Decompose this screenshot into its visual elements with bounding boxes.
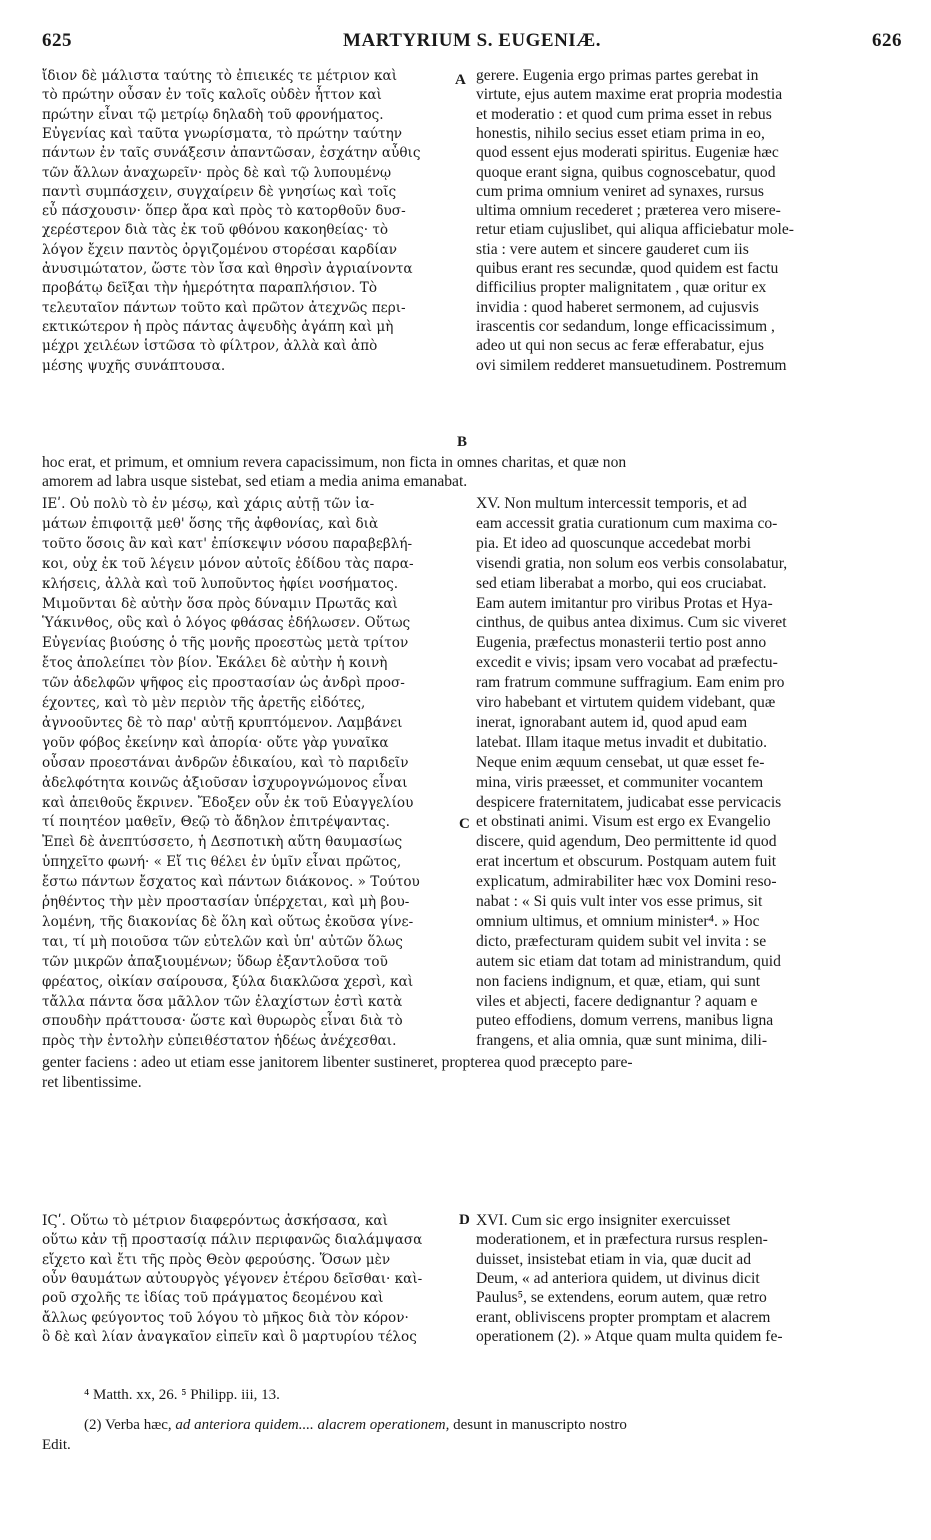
text-line: adeo ut qui non secus ac feræ efferabatur, ejus (476, 337, 764, 355)
text-line: μέχρι χειλέων ἱστῶσα τὸ φίλτρον, ἀλλὰ καὶ ἀπὸ (42, 338, 378, 355)
text-line: gerere. Eugenia ergo primas partes gerebat in (476, 67, 759, 84)
text-line: latebat. Illam itaque metus invadit et dubitatio. (476, 733, 768, 751)
text-line: discere, quid agendum, Deo permittente id quod (476, 833, 777, 851)
text-line: sed etiam liberabat a morbo, qui eos cruciabat. (476, 574, 767, 592)
text-line: et obstinati animi. Visum est ergo ex Evangelio (476, 813, 771, 831)
text-line: γοῦν φόβος ἐκείνην καὶ ἀπορία· οὔτε γὰρ γυναῖκα (42, 734, 389, 751)
text-line: οὕτω κἀν τῇ προστασίᾳ πάλιν περιφανῶς διαλάμψασα (42, 1232, 423, 1249)
text-line: Ὑάκινθος, οὓς καὶ ὁ λόγος φθάσας ἐδήλωσεν. Οὕτως (42, 615, 411, 632)
text-line: λόγον ἔχειν παντὸς ὀργιζομένου στορέσαι καρδίαν (42, 241, 398, 258)
text-line: ροῦ σχολῆς τε ἰδίας τοῦ πράγματος δεομένου καὶ (42, 1290, 384, 1307)
text-line: eam accessit gratia curationum cum maxima co- (476, 514, 778, 532)
text-line: ἔστω πάντων ἔσχατος καὶ πάντων διάκονος. » Τούτου (42, 874, 420, 891)
text-line: προβάτῳ δεῖξαι τὴν ἡμερότητα παραπλήσιον. Τὸ (42, 280, 378, 297)
text-line: ὑπηχεῖτο φωνή· « Εἴ τις θέλει ἐν ὑμῖν εἶναι πρῶτος, (42, 854, 402, 871)
text-line: Ἐπεὶ δὲ ἀνεπτύσσετο, ἡ Δεσποτικὴ αὕτη θαυμασίως (42, 834, 403, 851)
text-line: Εὐγενίας καὶ ταῦτα γνωρίσματα, τὸ πρώτην ταύτην (42, 125, 402, 142)
section-marker-d: D (459, 1212, 470, 1228)
running-title: MARTYRIUM S. EUGENIÆ. (343, 30, 601, 51)
text-line: irascentis cor sedandum, longe efficacissimum , (476, 317, 775, 335)
full-width-block-2 (42, 1053, 894, 1097)
editor-signature: Edit. (42, 1437, 71, 1453)
text-line: retur etiam cujuslibet, qui aliqua afficiebatur mole- (476, 221, 794, 239)
page-number-left: 625 (42, 30, 72, 51)
text-line: παντὶ συμπάσχειν, συγχαίρειν δὲ γνησίως καὶ τοῖς (42, 183, 397, 200)
text-line: et moderatio : et quod cum prima esset in rebus (476, 105, 772, 123)
text-line: οὖσαν προεστάναι ἀνδρῶν ἐδικαίου, καὶ τὸ παριδεῖν (42, 754, 409, 771)
greek-column-1 (42, 66, 450, 379)
text-line: τῶν μικρῶν ἀπαξιουμένων; ὕδωρ ἐξαντλοῦσα τοῦ (42, 953, 388, 970)
text-line: inerat, ignorabant autem id, quod apud eam (476, 713, 748, 731)
text-line: despicere fraternitatem, judicabat esse pervicacis (476, 793, 782, 811)
text-line: difficilius propter malignitatem , quæ oritur ex (476, 279, 767, 297)
text-line: excedit e vivis; ipsam vero vocabat ad præfectu- (476, 654, 778, 672)
footnote-references: ⁴ Matth. xx, 26. ⁵ Philipp. iii, 13. (84, 1387, 280, 1403)
text-line: τοῦτο ὅσοις ἂν καὶ κατ' ἐπίσκεψιν νόσου παραβεβλή- (42, 535, 413, 552)
text-line: erat incertum et obscurum. Postquam autem fuit (476, 853, 777, 871)
section-marker-c: C (459, 816, 470, 832)
text-line: σπουδὴν πράττουσα· ὥστε καὶ θυρωρὸς εἶναι διὰ τὸ (42, 1013, 403, 1030)
text-line: XVI. Cum sic ergo insigniter exercuisset (476, 1212, 731, 1229)
text-line: Deum, « ad anteriora quidem, ut divinus dicit (476, 1269, 760, 1287)
text-line: πρώτην εἶναι τῷ μετρίῳ δηλαδὴ τοῦ φρονήματος. (42, 106, 384, 123)
text-line: dicto, præfecturam quidem subit vel invita : se (476, 932, 767, 950)
text-line: έχοντες, καὶ τὸ μὲν περιὸν τῆς ἀρετῆς εἰδότες, (42, 695, 366, 711)
text-line: ῥηθέντος τὴν μὲν προστασίαν ὑπέρχεται, καὶ μὴ βου- (42, 894, 410, 910)
text-line: Paulus⁵, se extendens, eorum autem, quæ retro (476, 1289, 767, 1307)
text-line: mina, viris præesset, et communiter vocantem (476, 773, 764, 791)
text-line: cinthus, de quibus antea diximus. Cum sic viveret (476, 614, 787, 632)
greek-column-2 (42, 494, 450, 1055)
text-line: χερέστερον διὰ τὰς ἐκ τοῦ φθόνου κακοηθείας· τὸ (42, 222, 389, 239)
text-line: invidia : quod haberet sermonem, ad cujusvis (476, 298, 759, 316)
text-line: moderationem, et in præfectura rursus resplen- (476, 1231, 768, 1249)
text-line: Eam autem imitantur pro viribus Protas et Hya- (476, 594, 773, 612)
text-line: ἀνυσιμώτατον, ὥστε τὸν ἴσα καὶ θηρσὶν ἀγριαίνοντα (42, 261, 413, 277)
greek-column-3 (42, 1211, 450, 1350)
latin-column-2 (476, 494, 894, 1055)
text-line: erant, obliviscens propter promptam et alacrem (476, 1308, 771, 1326)
latin-column-1 (476, 66, 894, 379)
text-line: Neque enim æquum censebat, ut quæ esset fe- (476, 753, 765, 771)
text-line: ram fratrum commune suffragium. Eam enim pro (476, 674, 785, 692)
text-line: puteo effodiens, domum verrens, manibus ligna (476, 1012, 774, 1030)
text-line: τῶν ἄλλων ἀναχωρεῖν· πρὸς δὲ καὶ τῷ λυπουμένῳ (42, 164, 392, 181)
text-line: stia : vere autem et sincere gauderet cum iis (476, 240, 749, 258)
text-line: hoc erat, et primum, et omnium revera capacissimum, non ficta in omnes charitas, et quæ non (42, 454, 627, 471)
editor-note-tail: desunt in manuscripto nostro (453, 1417, 627, 1433)
text-line: quod essent ejus moderati spiritus. Eugeniæ hæc (476, 144, 779, 162)
text-line: πάντων ἐν ταῖς συνάξεσιν ἀπαντῶσαν, ἐσχάτην αὖθις (42, 145, 421, 162)
text-line: non faciens indignum, et quæ, etiam, qui sunt (476, 972, 761, 990)
text-line: quoque erant signa, quibus cognoscebatur, quod (476, 163, 776, 181)
editor-note-italic: ad anteriora quidem.... alacrem operationem, (175, 1417, 450, 1433)
text-line: εὖ πάσχουσιν· ὅπερ ἄρα καὶ πρὸς τὸ κατορθοῦν δυσ- (42, 203, 406, 220)
latin-column-3 (476, 1211, 894, 1350)
text-line: honestis, nihilo secius esset etiam prima in eo, (476, 124, 765, 142)
text-line: cum prima omnium veniret ad synaxes, rursus (476, 182, 764, 200)
text-line: virtute, ejus autem maxime erat propria modestia (476, 86, 783, 104)
text-line: ὃ δὲ καὶ λίαν ἀναγκαῖον εἰπεῖν καὶ ὃ μαρτυρίου τέλος (42, 1328, 417, 1345)
text-line: duisset, insistebat etiam in via, quæ ducit ad (476, 1250, 752, 1268)
text-line: Εὐγενίας βιούσης ὁ τῆς μονῆς προεστὼς μετὰ τρίτον (42, 635, 409, 652)
text-line: πρὸς τὴν ἐντολὴν εὐπειθέστατον ἡδέως ἀνέχεσθαι. (42, 1033, 397, 1050)
text-line: ovi similem redderet mansuetudinem. Postremum (476, 356, 787, 374)
text-line: τὸ πρώτην οὖσαν ἐν τοῖς καλοῖς οὐδὲν ἧττον καὶ (42, 87, 382, 104)
text-line: Eugenia, præfectus monasterii tertio post anno (476, 634, 767, 652)
text-line: τελευταῖον πάντων τοῦτο καὶ πρῶτον ἀτεχνῶς περι- (42, 299, 406, 316)
text-line: ἀδελφότητα κοινῶς ἀξιοῦσαν ἰσχυρογνώμονος εἶναι (42, 774, 408, 791)
text-line: ἔτος ἀπολείπει τὸν βίον. Ἐκάλει δὲ αὐτὴν ἡ κοινὴ (42, 655, 388, 672)
editor-note (84, 1415, 627, 1435)
text-line: ΙϚʹ. Οὕτω τὸ μέτριον διαφερόντως ἀσκήσασα, καὶ (42, 1213, 388, 1229)
section-marker-a: A (455, 72, 466, 88)
text-line: autem sic etiam dat totam ad ministrandum, quid (476, 952, 781, 970)
text-line: τἄλλα πάντα ὅσα μᾶλλον τῶν ἐλαχίστων ἐστὶ κατὰ (42, 993, 403, 1010)
text-line: τί ποιητέον μαθεῖν, Θεῷ τὸ ἄδηλον ἐπιτρέψαντας. (42, 814, 390, 831)
text-line: frangens, et alia omnia, quæ sunt minima, dili- (476, 1032, 768, 1050)
text-line: Μιμοῦνται δὲ αὐτὴν ὅσα πρὸς δύναμιν Πρωτᾶς καὶ (42, 595, 398, 612)
text-line: nabat : « Si quis vult inter vos esse primus, sit (476, 893, 763, 910)
text-line: φρέατος, οἰκίαν σαίρουσα, ξύλα διακλῶσα χερσὶ, καὶ (42, 973, 414, 990)
text-line: ultima omnium recederet ; præterea vero misere- (476, 202, 781, 220)
text-line: εκτικώτερον ἡ πρὸς πάντας ἀψευδὴς ἀγάπη καὶ μὴ (42, 318, 394, 335)
text-line: amorem ad labra usque sistebat, sed etiam a media anima emanabat. (42, 473, 468, 491)
text-line: ται, τί μὴ ποιοῦσα τῶν εὐτελῶν καὶ ὑπ' αὐτῶν ὅλως (42, 933, 403, 950)
text-line: τῶν ἀδελφῶν ψῆφος εἰς προστασίαν ὡς ἀνδρὶ προσ- (42, 675, 405, 692)
text-line: visendi gratia, non solum eos verbis consolabatur, (476, 554, 788, 572)
text-line: κλήσεις, ἀλλὰ καὶ τοῦ λυποῦντος ἠφίει νοσήματος. (42, 575, 399, 592)
text-line: ret libentissime. (42, 1074, 142, 1091)
text-line: κοι, οὐχ ἐκ τοῦ λέγειν μόνον αὐτοῖς ἐδίδου τὰς παρα- (42, 555, 414, 572)
text-line: pia. Et ideo ad quoscunque accedebat morbi (476, 534, 751, 552)
text-line: ἄλλως φεύγοντος τοῦ λόγου τὸ μῆκος διὰ τὸν κόρον· (42, 1309, 409, 1326)
text-line: operationem (2). » Atque quam multa quidem fe- (476, 1327, 783, 1345)
text-line: ἀγνοοῦντες δὲ τὸ παρ' αὐτῇ κρυπτόμενον. Λαμβάνει (42, 714, 403, 731)
text-line: omnium ultimus, et omnium minister⁴. » Hoc (476, 912, 760, 930)
running-header (42, 30, 902, 58)
text-line: genter faciens : adeo ut etiam esse janitorem libenter sustineret, propterea quod præcepto pare- (42, 1054, 633, 1071)
text-line: μέσης ψυχῆς συνάπτουσα. (42, 357, 226, 374)
text-line: ΙΕʹ. Οὐ πολὺ τὸ ἐν μέσῳ, καὶ χάρις αὐτῇ τῶν ἰα- (42, 496, 375, 512)
text-line: explicatum, admirabiliter hæc vox Domini reso- (476, 873, 777, 891)
section-marker-b: B (457, 434, 468, 450)
editor-note-lead: (2) Verba hæc, (84, 1417, 172, 1433)
full-width-block-1 (42, 453, 894, 496)
text-line: quibus erant res secundæ, quod quidem est factu (476, 260, 779, 277)
text-line: viles et abjecti, facere dedignantur ? aquam e (476, 992, 758, 1010)
page-number-right: 626 (872, 30, 902, 51)
text-line: εἴχετο καὶ ἔτι τῆς πρὸς Θεὸν φερούσης. Ὅσων μὲν (42, 1251, 391, 1268)
text-line: viro habebant et virtutem quidem videbant, quæ (476, 694, 776, 711)
text-line: ἴδιον δὲ μάλιστα ταύτης τὸ ἐπιεικές τε μέτριον καὶ (42, 68, 398, 84)
text-line: XV. Non multum intercessit temporis, et ad (476, 495, 747, 512)
text-line: λομένη, τῆς διακονίας δὲ ὅλη καὶ οὕτως ἐκοῦσα γίνε- (42, 913, 414, 930)
text-line: μάτων ἐπιφοιτᾷ μεθ' ὅσης τῆς ἀφθονίας, καὶ διὰ (42, 515, 379, 532)
text-line: οὖν θαυμάτων αὐτουργὸς γέγονεν ἑτέρου δεῖσθαι· καὶ- (42, 1270, 423, 1287)
text-line: καὶ ἀπειθοῦς ἔκρινεν. Ἔδοξεν οὖν ἐκ τοῦ Εὐαγγελίου (42, 794, 414, 811)
